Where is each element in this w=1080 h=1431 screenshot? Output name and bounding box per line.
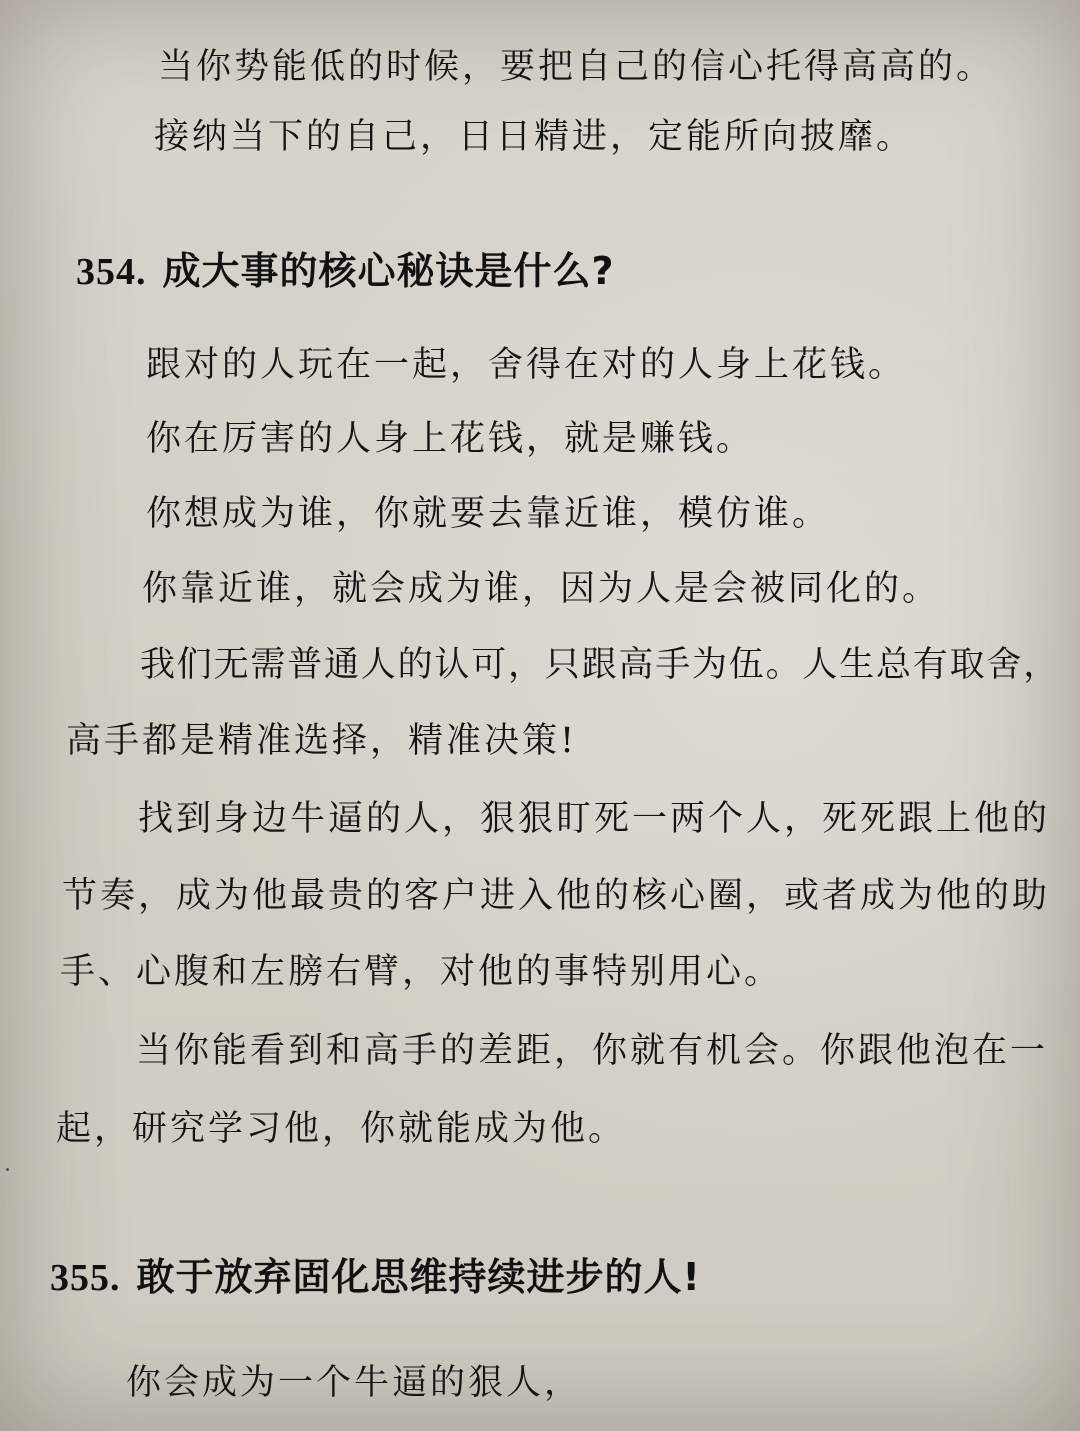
body-line: 高手都是精准选择，精准决策! — [66, 721, 578, 761]
body-line: 你会成为一个牛逼的狠人， — [126, 1363, 583, 1403]
body-line: 你靠近谁，就会成为谁，因为人是会被同化的。 — [142, 569, 941, 609]
body-line: 我们无需普通人的认可，只跟高手为伍。人生总有取舍， — [140, 645, 1061, 685]
body-line: 你想成为谁，你就要去靠近谁，模仿谁。 — [146, 494, 831, 534]
section-title: 敢于放弃固化思维持续进步的人! — [136, 1255, 701, 1299]
section-number: 354. — [76, 251, 147, 293]
body-line: 起，研究学习他，你就能成为他。 — [56, 1109, 627, 1149]
body-line: 当你势能低的时候，要把自己的信心托得高高的。 — [158, 47, 995, 87]
body-line: 手、心腹和左膀右臂，对他的事特别用心。 — [60, 952, 783, 992]
body-line: 接纳当下的自己，日日精进，定能所向披靡。 — [154, 117, 915, 157]
section-number: 355. — [50, 1257, 121, 1299]
section-heading-355 — [50, 1255, 701, 1299]
body-line: 找到身边牛逼的人，狠狠盯死一两个人，死死跟上他的 — [138, 799, 1051, 839]
body-line: 节奏，成为他最贵的客户进入他的核心圈，或者成为他的助 — [62, 876, 1051, 916]
body-line: 你在厉害的人身上花钱，就是赚钱。 — [146, 419, 755, 459]
body-line: 当你能看到和高手的差距，你就有机会。你跟他泡在一 — [136, 1031, 1049, 1071]
section-title: 成大事的核心秘诀是什么? — [162, 249, 615, 293]
page-speck — [6, 1168, 9, 1171]
section-heading-354 — [76, 249, 615, 293]
body-line: 跟对的人玩在一起，舍得在对的人身上花钱。 — [146, 345, 907, 385]
